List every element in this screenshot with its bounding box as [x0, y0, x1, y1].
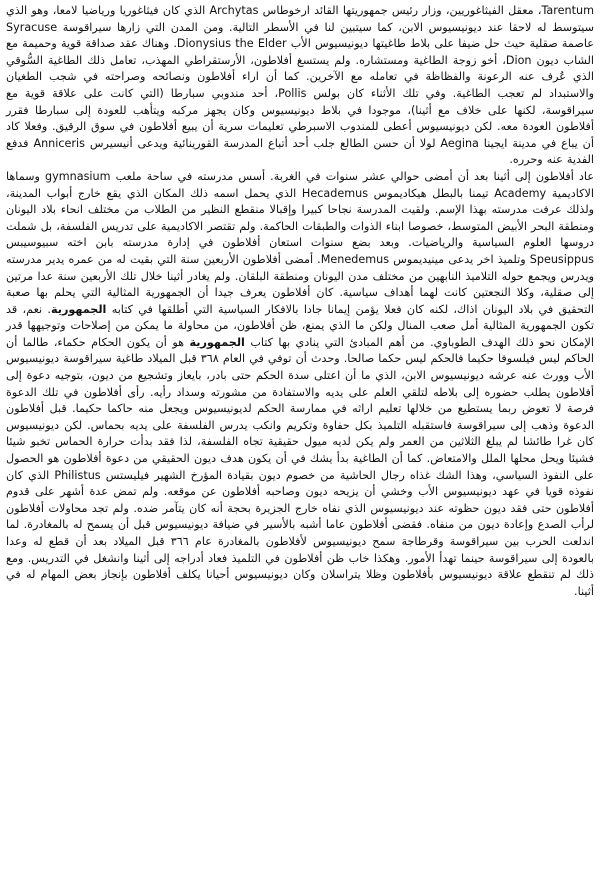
book-title-republic-second: الجمهورية	[189, 335, 245, 349]
paragraph-2-text-part-1: عاد أفلاطون إلى أثينا بعد أن أمضى حوالي عشر سنوات في الغربة. أسس مدرسته في ساحة ملعب gymnasium وسماها الاكاديمية Academy تيمنا بالبطل هيكاديموس Hecademus الذي يحمل اسمه ذلك المكان الذي يقع خارج أبواب المدينة، ولذلك عرفت مدرسته بهذا الإسم. ولقيت المدرسة نجاحا كبيرا وإقبالا منقطع النظير من الطلاب من مختلف انحاء بلاد اليونان ومنطقة البحر الأبيض المتوسط، خصوصا ابناء الذوات والطبقات الحاكمة. ولم تقتصر الاكاديمية على تدريس الفلسفة، بل شملت دروسها العلوم السياسية والرياضيات. وبعد بضع سنوات استعان أفلاطون في إدارة مدرسته بابن اخته سبيوسيبس Speusippus وتلميذ اخر يدعى مينيديموس Menedemus. أمضى أفلاطون الأربعين سنة التي بقيت له من عمره يدير مدرسته ويدرس ويجمع حوله التلاميذ النابهين من مختلف مدن اليونان ومنطقة البلقان. ولم يغادر أثينا خلال تلك الأربعين سنة عدا مرتين إلى صقلية، وكلا النجعتين كانت لهما أهداف سياسية. كان أفلاطون يعرف جيدا أن الجمهورية المثالية التي يحلم بها صعبة التحقيق في بلاد اليونان اذاك، لكنه كان فعلا يؤمن إيمانا جادا بالافكار السياسية التي أطلقها في كتابه	[6, 169, 594, 316]
paragraph-2-text-part-2: . نعم، قد تكون الجمهورية المثالية أمل صعب المنال ولكن ما الذي يمنع، ظن أفلاطون، من محاولة ما يمكن من إصلاحات وتوجيهها قدر الإمكان نحو ذلك الهدف الطوباوي. من أهم المبادئ التي ينادي بها كتاب	[6, 302, 594, 349]
paragraph-2	[6, 169, 594, 600]
book-title-republic: الجمهورية	[50, 302, 107, 316]
paragraph-1-text: Tarentum، معقل الفيثاغوريين، وزار رئيس جمهوريتها القائد ارخوطاس Archytas الذي كان فيثاغوريا ورياضيا لامعا، وهو الذي سيتوسط له لاحقا عند ديونيسيوس الابن، كما سيتبين لنا في الأسطر التالية. ومن المدن التي زارها سيراقوسة Syracuse عاصمة صقلية حيث حل ضيفا على بلاط طاغيتها ديونيسيوس الأب Dionysius the Elder. وهناك عقد صداقة قوية وحميمة مع الشاب ديون Dion، أخو زوجة الطاغية ومستشاره. ولم يستسغ أفلاطون، الأرستقراطي المهذب، تعامل ذلك الطاغية السُّوقي الذي عُرف عنه الرعونة والفظاظة في تعامله مع الآخرين. كما أن اراء أفلاطون ونصائحه وصراحته في شجب الطغيان والاستبداد لم تعجب الطاغية. وفي تلك الأثناء كان بولس Pollis، أحد مندوبي سبارطا (التي كانت على علاقة قوية مع سيراقوسة، لكنها على خلاف مع أثينا)، موجودا في بلاط ديونيسيوس وكان يجهز مركبه ويتأهب للعودة إلى سبارطا فقرر أفلاطون العودة معه. لكن ديونيسيوس أعطى للمندوب الاسبرطي تعليمات سرية أن يبيع أفلاطون في سوق الرقيق. وفعلا كاد أن يباع في مدينة ايجينا Aegina لولا أن حسن الطالع جلب أحد أتباع المدرسة القورينائية ويدعى أنيسيرس Anniceris فدفع الفدية عنه وحرره.	[6, 4, 594, 167]
paragraph-1	[6, 3, 594, 169]
paragraph-2-text-part-3: هو أن يكون الحكام حكماء، طالما أن الحاكم ليس فيلسوفا حكيما فالحكم ليس حكما صالحا. وحدث أن توفي في العام ٣٦٨ قبل الميلاد طاغية سيراقوسة ديونيسيوس الأب وورث عنه عرشه ديونيسيوس الابن، الذي ما أن اعتلى سدة الحكم حتى بادر، بايعاز وتشجيع من ديون، بتوجيه دعوة إلى أفلاطون يطلب حضوره إلى بلاطه لتلقي العلم على يديه والاستفادة من مشورته وسداد رأيه. رأى أفلاطون في تلك الدعوة فرصة لا تعوض ربما يستطيع من خلالها تعليم اراثه في ممارسة الحكم لديونيسيوس ويجعل منه حاكما حكيما. قبل أفلاطون الدعوة وذهب إلى سيراقوسة فاستقبله التلميذ بكل حفاوة وتكريم وانكب يدرس الفلسفة على يديه بحماس. لكن ديونيسيوس كان غرا طائشا لم يبلغ الثلاثين من العمر ولم يكن لديه ميول حقيقية تجاه الفلسفة، لذا فقد بدأت حرارة الحماس تخبو شيئا فشيئا ويحل محلها الملل والامتعاض. كما أن الطاغية بدأ يشك في أن يكون هدف ديون الحقيقي من دعوة أفلاطون هو الحصول على النفوذ السياسي، وهذا الشك غذاه رجال الحاشية من خصوم ديون بقيادة المؤرخ الشهير فيليستس Philistus الذي كان نفوذه قويا في عهد ديونيسيوس الأب وخشي أن يزيحه ديون وصاحبه أفلاطون عن موقعه. ولم تمض عدة أشهر على قدوم أفلاطون حتى فقد ديون حظوته عند ديونيسيوس الذي نفاه خارج الجزيرة بحجة أنه كان يتآمر ضده. ولم تجد محاولات أفلاطون لرأب الصدع وإعادة ديون من منفاه. فقضى أفلاطون عاما أشبه بالأسير في ضيافة ديونيسيوس قبل أن يسمح له بالمغادرة. لما اندلعت الحرب بين سيراقوسة وقرطاجة سمح ديونيسيوس لأفلاطون بالمغادرة عام ٣٦٦ قبل الميلاد بعد أن قطع له وعدا بالعودة إلى سيراقوسة حينما تهدأ الأمور. وهكذا خاب ظن أفلاطون في التلميذ فعاد أدراجه إلى أثينا وانشغل في التدريس. ومع ذلك لم تنقطع علاقة ديونيسيوس بأفلاطون وظلا يتراسلان وكان ديونيسيوس أحيانا يكلف أفلاطون بإنجاز بعض المهام له في أثينا.	[6, 335, 594, 598]
